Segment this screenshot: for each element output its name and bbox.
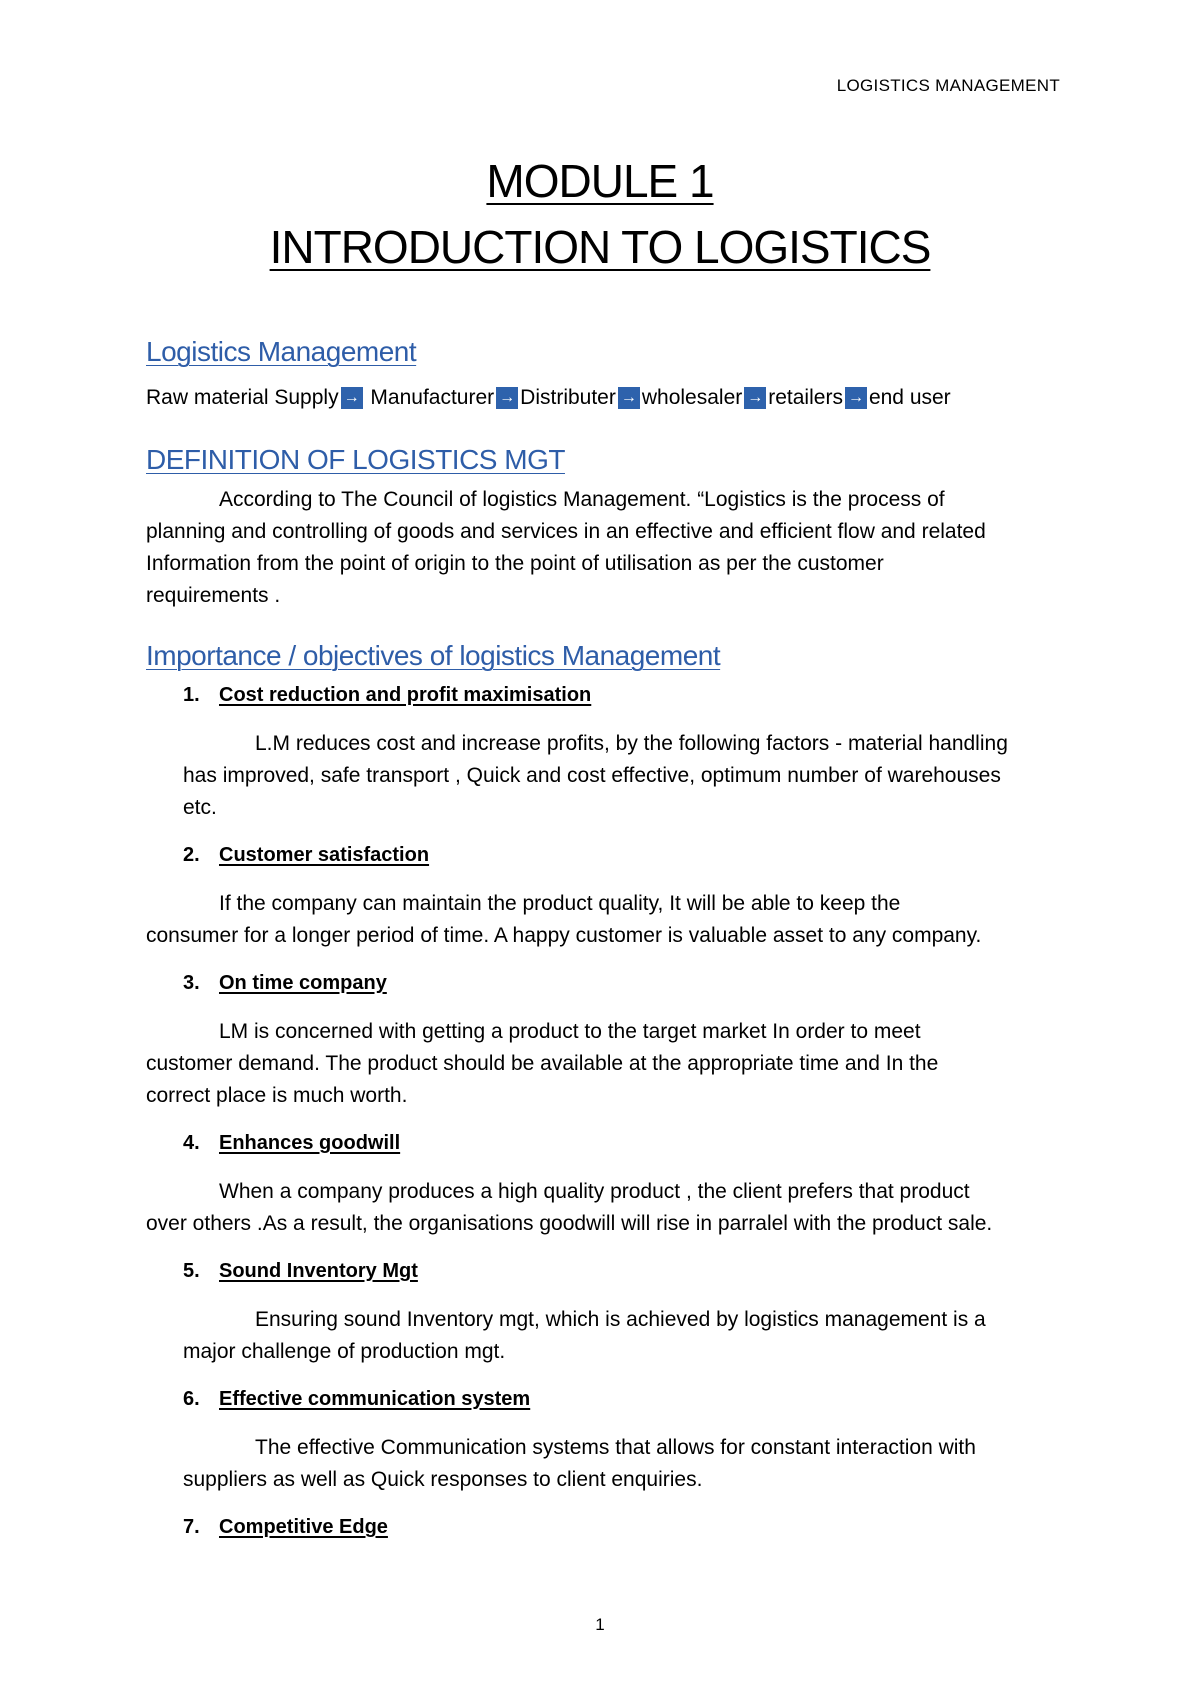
list-title-text: Competitive Edge	[219, 1516, 388, 1538]
list-item-title	[183, 844, 429, 867]
list-title-text: Sound Inventory Mgt	[219, 1260, 418, 1282]
paragraph-line: has improved, safe transport , Quick and cost effective, optimum number of warehouses	[183, 764, 1001, 787]
list-title-text: Customer satisfaction	[219, 844, 430, 866]
list-item-title	[183, 1516, 388, 1539]
section-heading: DEFINITION OF LOGISTICS MGT	[146, 444, 565, 475]
list-item-title	[183, 1132, 400, 1155]
list-item-title	[183, 1388, 530, 1411]
line-text: If the company can maintain the product quality, It will be able to keep the	[219, 892, 901, 915]
line-text: The effective Communication systems that allows for constant interaction with	[255, 1436, 976, 1459]
paragraph-line: etc.	[183, 796, 217, 819]
supply-chain-flow	[146, 386, 1066, 410]
definition-paragraph	[146, 484, 1076, 612]
list-number: 6.	[183, 1388, 200, 1410]
section-definition	[146, 444, 1066, 476]
module-title: MODULE 1	[486, 155, 714, 207]
flow-step-wholesaler: wholesaler	[641, 386, 743, 409]
paragraph-line: customer demand. The product should be available at the appropriate time and In the	[146, 1052, 939, 1075]
list-item-paragraph	[183, 1304, 1073, 1368]
right-arrow-icon: →	[496, 387, 518, 409]
list-item-title	[183, 1260, 418, 1283]
list-number: 1.	[183, 684, 200, 706]
list-item-paragraph	[183, 1432, 1073, 1496]
list-number: 5.	[183, 1260, 200, 1282]
section-heading: Logistics Management	[146, 336, 417, 367]
paragraph-line: suppliers as well as Quick responses to client enquiries.	[183, 1468, 703, 1491]
paragraph-line: correct place is much worth.	[146, 1084, 408, 1107]
title-block	[0, 148, 1200, 280]
list-title-text: On time company	[219, 972, 387, 994]
flow-step-end-user: end user	[868, 386, 951, 409]
section-importance	[146, 640, 1066, 672]
list-title-text: Enhances goodwill	[219, 1132, 401, 1154]
right-arrow-icon: →	[744, 387, 766, 409]
paragraph-line: consumer for a longer period of time. A happy customer is valuable asset to any company.	[146, 924, 982, 947]
line-text: According to The Council of logistics Management. “Logistics is the process of	[219, 488, 945, 511]
list-number: 7.	[183, 1516, 200, 1538]
section-logistics-management	[146, 336, 1066, 368]
paragraph-line: major challenge of production mgt.	[183, 1340, 506, 1363]
list-item-title	[183, 972, 387, 995]
paragraph-line: Information from the point of origin to the point of utilisation as per the customer	[146, 552, 884, 575]
right-arrow-icon: →	[845, 387, 867, 409]
line-text: When a company produces a high quality product , the client prefers that product	[219, 1180, 970, 1203]
list-item-paragraph	[146, 1016, 1076, 1112]
list-item-paragraph	[146, 888, 1076, 952]
list-number: 3.	[183, 972, 200, 994]
running-header: LOGISTICS MANAGEMENT	[836, 76, 1060, 95]
flow-step-retailers: retailers	[768, 386, 843, 409]
right-arrow-icon: →	[618, 387, 640, 409]
paragraph-line: planning and controlling of goods and services in an effective and efficient flow and related	[146, 520, 986, 543]
list-number: 2.	[183, 844, 200, 866]
list-title-text: Effective communication system	[219, 1388, 531, 1410]
section-heading: Importance / objectives of logistics Management	[146, 640, 721, 671]
flow-step-raw-material: Raw material Supply	[146, 386, 339, 409]
flow-step-manufacturer: Manufacturer	[364, 386, 495, 409]
list-item-paragraph	[146, 1176, 1076, 1240]
paragraph-line	[146, 484, 1076, 516]
line-text: L.M reduces cost and increase profits, by the following factors - material handling	[255, 732, 1008, 755]
list-number: 4.	[183, 1132, 200, 1154]
line-text: Ensuring sound Inventory mgt, which is achieved by logistics management is a	[255, 1308, 986, 1331]
right-arrow-icon: →	[341, 387, 363, 409]
flow-step-distributer: Distributer	[520, 386, 616, 409]
list-item-title	[183, 684, 591, 707]
list-item-paragraph	[183, 728, 1073, 824]
line-text: LM is concerned with getting a product to the target market In order to meet	[219, 1020, 921, 1043]
paragraph-line: requirements .	[146, 584, 281, 607]
list-title-text: Cost reduction and profit maximisation	[219, 684, 592, 706]
main-title: INTRODUCTION TO LOGISTICS	[269, 221, 931, 273]
paragraph-line: over others .As a result, the organisations goodwill will rise in parralel with the product sale.	[146, 1212, 993, 1235]
page-number: 1	[595, 1615, 605, 1634]
